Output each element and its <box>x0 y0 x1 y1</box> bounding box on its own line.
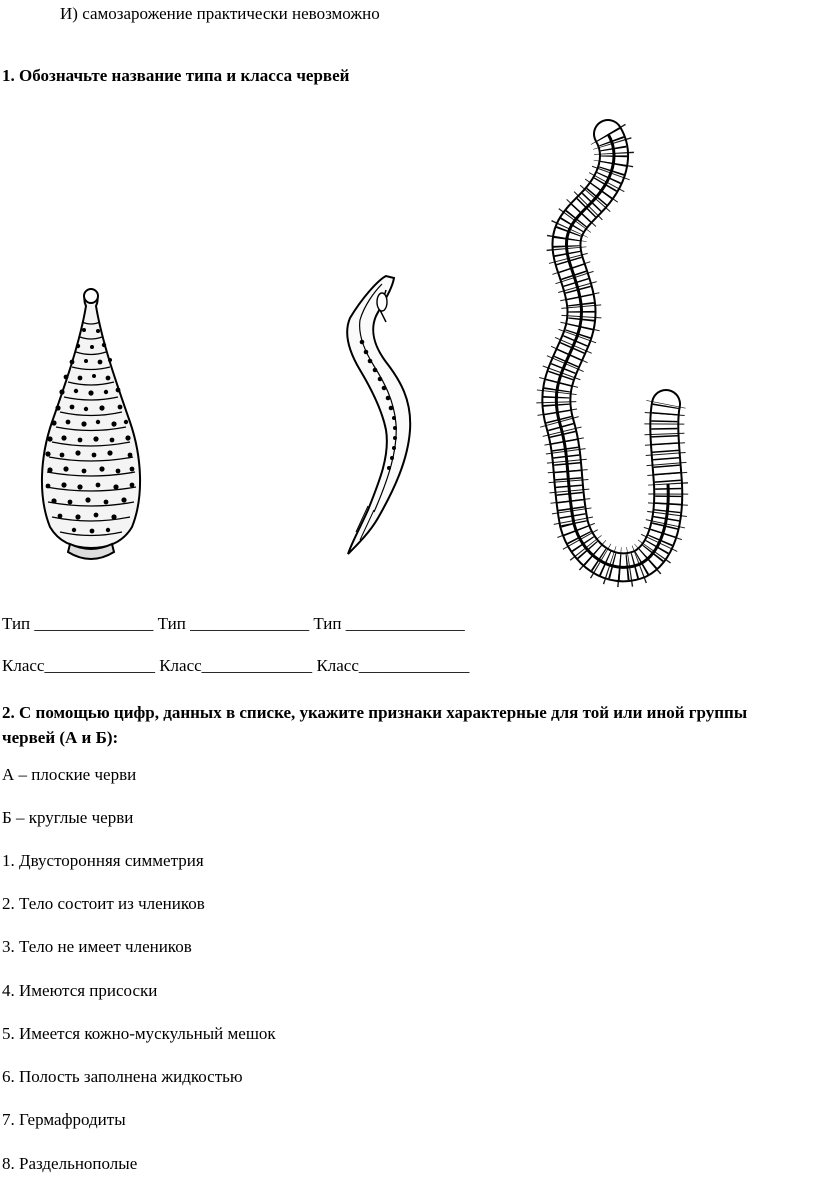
list-item: 1. Двусторонняя симметрия <box>2 851 204 870</box>
class-blank-3[interactable]: Класс_____________ <box>316 656 470 675</box>
class-blank-1[interactable]: Класс_____________ <box>2 656 155 675</box>
list-item: 8. Раздельнополые <box>2 1154 138 1173</box>
type-blank-2[interactable]: Тип ______________ <box>157 614 310 633</box>
question-1-title: 1. Обозначьте название типа и класса червей <box>2 66 350 85</box>
worm-figure-annelid <box>530 124 700 584</box>
list-item: 3. Тело не имеет члеников <box>2 937 192 956</box>
question-2-title: 2. С помощью цифр, данных в списке, укажите признаки характерные для той или иной группы червей (А и Б): <box>2 703 748 747</box>
worm-figure-roundworm <box>334 270 434 560</box>
group-a-label: А – плоские черви <box>2 765 137 784</box>
type-blank-3[interactable]: Тип ______________ <box>313 614 465 633</box>
class-blank-2[interactable]: Класс_____________ <box>159 656 313 675</box>
list-item: 2. Тело состоит из члеников <box>2 894 205 913</box>
list-item: 7. Гермафродиты <box>2 1110 126 1129</box>
group-b-label: Б – круглые черви <box>2 808 134 827</box>
class-answer-row <box>2 656 469 676</box>
list-item: 6. Полость заполнена жидкостью <box>2 1067 243 1086</box>
previous-answer-line: И) самозарожение практически невозможно <box>60 4 380 23</box>
list-item: 4. Имеются присоски <box>2 981 158 1000</box>
type-answer-row <box>2 614 465 634</box>
list-item: 5. Имеется кожно-мускульный мешок <box>2 1024 276 1043</box>
type-blank-1[interactable]: Тип ______________ <box>2 614 154 633</box>
worm-figure-fluke <box>36 282 146 567</box>
